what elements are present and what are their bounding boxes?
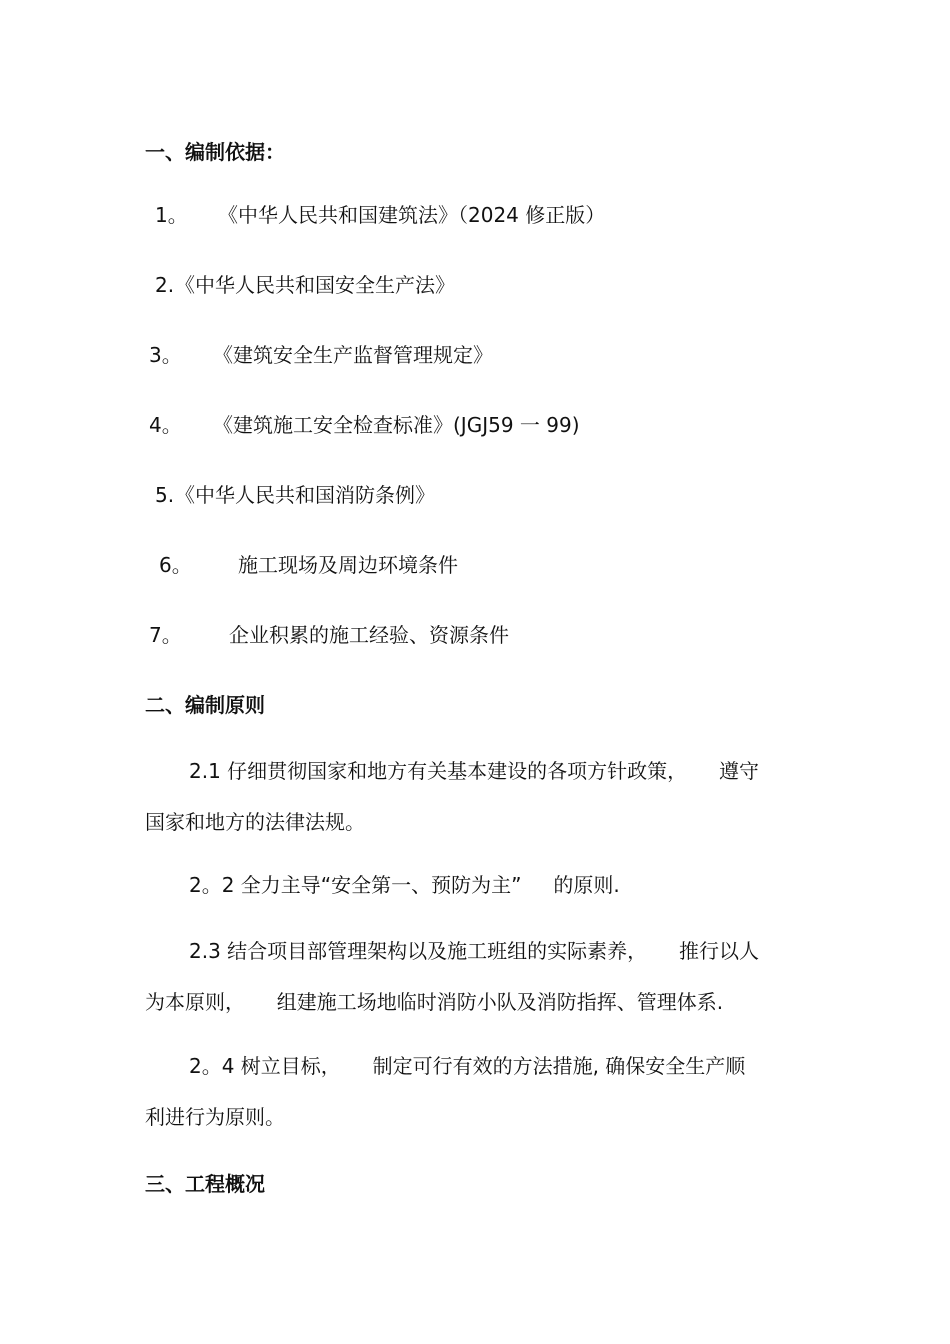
list-item-number: 5. — [155, 483, 175, 507]
list-item-text: 施工现场及周边环境条件 — [238, 553, 458, 577]
list-item-number: 1。 — [155, 203, 188, 227]
list-item-number: 3。 — [149, 343, 182, 367]
list-item-text: 《中华人民共和国消防条例》 — [175, 483, 435, 507]
section-heading-basis: 一、编制依据： — [145, 140, 285, 164]
paragraph-line: 为本原则， 组建施工场地临时消防小队及消防指挥、管理体系. — [145, 990, 724, 1014]
paragraph-line: 利进行为原则。 — [145, 1105, 285, 1129]
list-item-text: 《建筑安全生产监督管理规定》 — [213, 343, 493, 367]
list-item-number: 7。 — [149, 623, 182, 647]
section-heading-overview: 三、工程概况 — [145, 1172, 265, 1196]
list-item-text: 企业积累的施工经验、资源条件 — [229, 623, 509, 647]
list-item-text: 《中华人民共和国建筑法》（2024 修正版） — [218, 203, 606, 227]
list-item-number: 4。 — [149, 413, 182, 437]
paragraph-line: 国家和地方的法律法规。 — [145, 810, 365, 834]
list-item-text: 《建筑施工安全检查标准》(JGJ59 一 99) — [213, 413, 580, 437]
paragraph-line: 2。4 树立目标， 制定可行有效的方法措施, 确保安全生产顺 — [189, 1054, 746, 1078]
list-item-text: 《中华人民共和国安全生产法》 — [175, 273, 455, 297]
section-heading-principles: 二、编制原则 — [145, 693, 265, 717]
paragraph-line: 2。2 全力主导“安全第一、预防为主” 的原则. — [189, 873, 620, 897]
list-item-number: 2. — [155, 273, 175, 297]
paragraph-line: 2.1 仔细贯彻国家和地方有关基本建设的各项方针政策， 遵守 — [189, 759, 759, 783]
paragraph-line: 2.3 结合项目部管理架构以及施工班组的实际素养， 推行以人 — [189, 939, 759, 963]
list-item-number: 6。 — [159, 553, 192, 577]
